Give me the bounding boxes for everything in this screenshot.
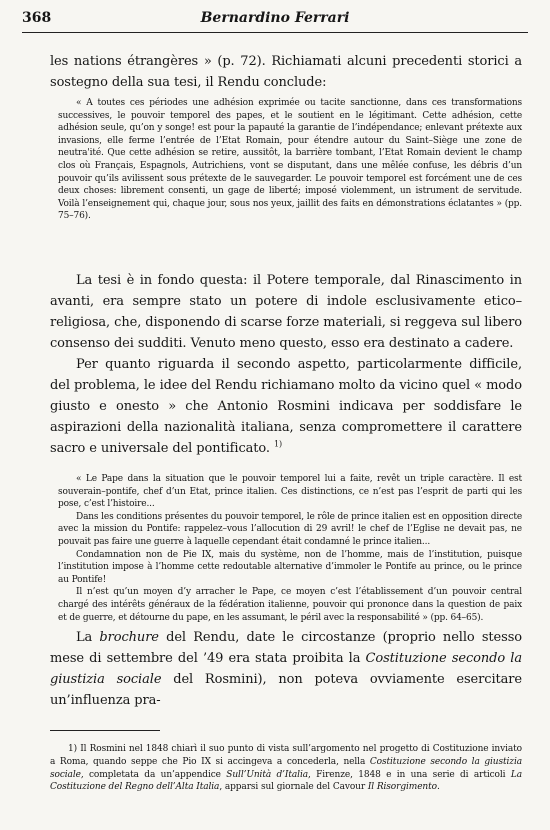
quotation-paragraph: « Le Pape dans la situation que le pouvoir temporel lui a faite, revêt un triple caractère. Il est souverain–pontife, chef d’un Etat, prince italien. Ces distinctions, ce n’est pas l’esprit de parti qui les pose, c’est l’histoire...: [58, 474, 522, 510]
footnote: [50, 743, 522, 794]
paragraph-rosmini-text: Per quanto riguarda il secondo aspetto, particolarmente difficile, del problema, le idee del Rendu richiamano molto da vicino quel « modo giusto e onesto » che Antonio Rosmini indicava per soddisfare le aspirazioni della nazionalità italiana, senza compromettere il carattere sacro e universale del pontificato.: [50, 357, 522, 456]
italic-title: La Costituzione del Regno dell’Alta Italia: [50, 769, 522, 793]
italic-title: Il Risorgimento: [367, 782, 437, 793]
text-run: del Rendu, date le circostanze (proprio nello stesso mese di settembre del ’49 era stata proibita la: [50, 630, 523, 666]
italic-title: Costituzione secondo la giustizia sociale: [50, 756, 522, 780]
text-run: , Firenze, 1848 e in una serie di articoli: [308, 769, 511, 780]
quotation-rendu-2: [58, 473, 522, 624]
text-run: Il Rosmini nel 1848 chiarì il suo punto di vista sull’argomento nel progetto di Costituzione inviato a Roma, quando seppe che Pio IX si accingeva a concederla, nella: [50, 744, 522, 767]
italic-title: brochure: [99, 630, 159, 645]
quotation-paragraph: Il n’est qu’un moyen d’y arracher le Pape, ce moyen c’est l’établissement d’un pouvoir central chargé des intérêts généraux de la fédération italienne, pouvoir qui prononce dans la question de paix et de guerre, et détourne du pape, en les assumant, le péril avec la responsabilité » (pp. 64–65).: [58, 587, 522, 623]
paragraph-intro: [50, 51, 522, 93]
footnote-mark: 1): [68, 744, 78, 754]
page-number: 368: [22, 10, 52, 26]
italic-title: Sull’Unità d’Italia: [226, 769, 308, 780]
text-run: , completata da un’appendice: [80, 769, 227, 780]
page-header: [22, 10, 528, 30]
quotation-paragraph: Condamnation non de Pie IX, mais du système, non de l’homme, mais de l’institution, puisque l’institution impose à l’homme cette redoutable alternative d’immoler le Pontife au prince, ou le prince au Pontife!: [58, 549, 522, 585]
italic-title: Costituzione secondo la giustizia sociale: [50, 651, 522, 687]
quotation-rendu-1: [58, 97, 522, 223]
quotation-paragraph: Dans les conditions présentes du pouvoir temporel, le rôle de prince italien est en opposition directe avec la mission du Pontife: rappelez–vous l’allocution di 29 avril! le chef de l’Eglise ne devait pas, ne pouvait pas faire une guerre à laquelle cependant était condamné le prince italien...: [58, 511, 522, 547]
footnote-text: [50, 743, 522, 794]
text-run: La: [76, 630, 100, 645]
paragraph-brochure: [50, 627, 522, 711]
body-text: [50, 270, 522, 459]
text-run: , apparsi sul giornale del Cavour: [219, 782, 368, 793]
paragraph-thesis: La tesi è in fondo questa: il Potere temporale, dal Rinascimento in avanti, era sempre stato un potere di indole esclusivamente etico–religiosa, che, disponendo di scarse forze materiali, si reggeva sul libero consenso dei sudditi. Venuto meno questo, esso era destinato a cadere.: [50, 273, 522, 351]
paragraph-rosmini: [50, 354, 522, 459]
paragraph-intro-text: les nations étrangères » (p. 72). Richiamati alcuni precedenti storici a sostegno della sua tesi, il Rendu conclude:: [50, 54, 522, 90]
footnote-rule: [50, 730, 160, 731]
running-title: Bernardino Ferrari: [200, 10, 350, 26]
footnote-reference: 1): [273, 439, 282, 449]
text-run: .: [436, 782, 440, 793]
paragraph-brochure-text: [50, 627, 522, 711]
text-run: del Rosmini), non poteva ovviamente esercitare un’influenza pra-: [50, 672, 522, 708]
quotation-rendu-1-text: « A toutes ces périodes une adhésion exprimée ou tacite sanctionne, dans ces transformations successives, le pouvoir temporel des papes, et le soutient en le légitimant. Cette adhésion, cette adhésion seule, qu’on y songe! est pour la papauté la garantie de l’indépendance; enlevant prétexte aux invasions, elle ferme l’entrée de l’Etat Romain, pour étendre autour du Saint–Siège une zone de neutra'ité. Que cette adhésion se retire, aussitôt, la barrière tombant, l’Etat Romain devient le champ clos où Français, Espagnols, Autrichiens, vont se disputant, dans une mêlée confuse, les débris d’un pouvoir qu’ils avilissent sous prétexte de le sauvegarder. Le pouvoir temporel est forcément une de ces deux choses: librement consenti, un gage de liberté; imposé violemment, un istrument de servitude. Voilà l’enseignement qui, chaque jour, sous nos yeux, jaillit des faits en démonstrations éclatantes » (pp. 75–76).: [58, 98, 522, 222]
header-rule: [22, 32, 528, 33]
